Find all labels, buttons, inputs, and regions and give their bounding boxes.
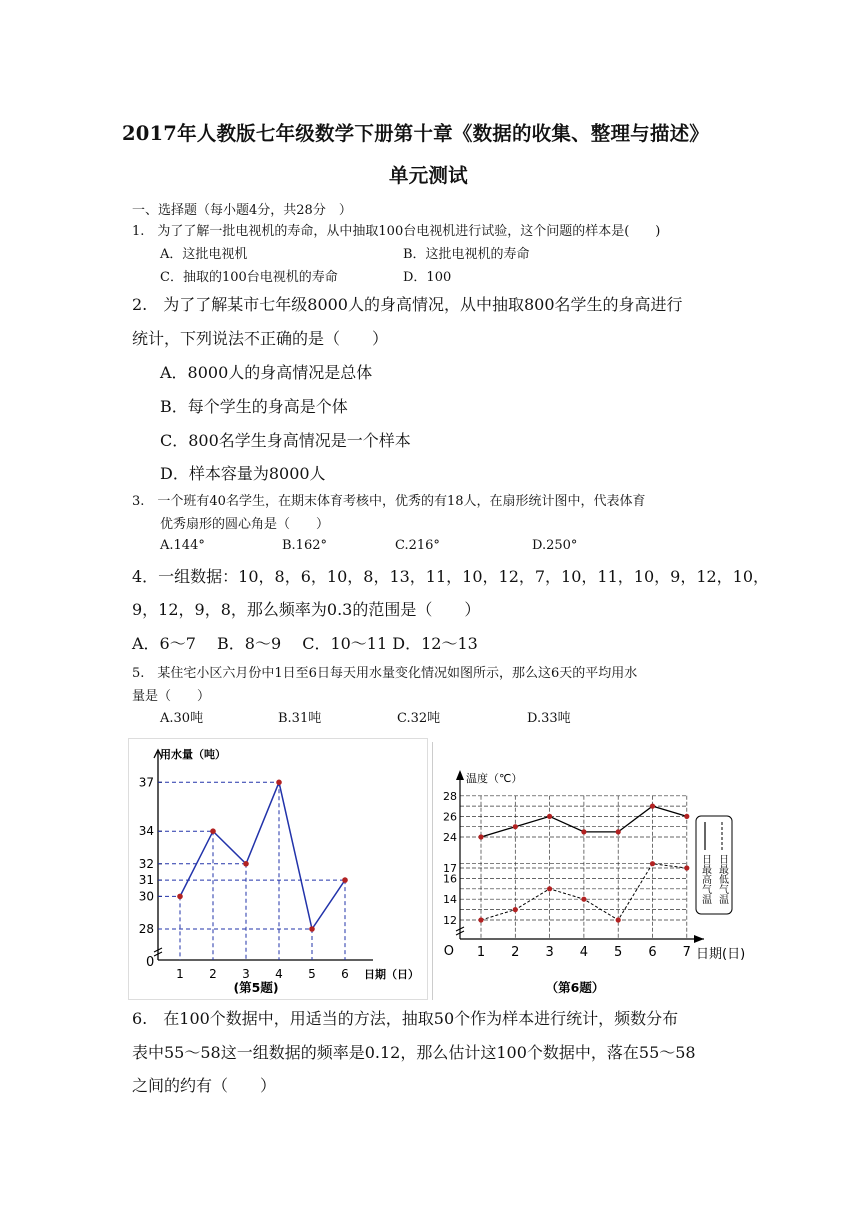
y-tick-label: 30 [138, 889, 154, 904]
q1-option-b: B．这批电视机的寿命 [403, 247, 530, 262]
y-axis-label: 温度（℃） [466, 772, 523, 785]
q2-option-c: C．800名学生身高情况是一个样本 [160, 431, 411, 450]
q5-stem-line1: 5. 某住宅小区六月份中1日至6日每天用水量变化情况如图所示，那么这6天的平均用水 [132, 666, 638, 681]
q5-stem-line2: 量是（ ） [132, 689, 211, 704]
data-point-low [616, 917, 621, 922]
page-subtitle: 单元测试 [389, 164, 468, 187]
data-point-high [513, 824, 518, 829]
data-point-high [616, 829, 621, 834]
x-tick-label: 2 [209, 967, 217, 981]
y-tick-label: 17 [443, 862, 457, 875]
section-heading: 一、选择题（每小题4分，共28分 ） [132, 203, 352, 218]
q1-option-c: C．抽取的100台电视机的寿命 [160, 270, 338, 285]
data-point-high [581, 829, 586, 834]
x-tick-label: 4 [275, 967, 283, 981]
page-title: 2017年人教版七年级数学下册第十章《数据的收集、整理与描述》 [122, 122, 709, 145]
q3-stem-line2: 优秀扇形的圆心角是（ ） [160, 517, 330, 532]
q6-line2: 表中55～58这一组数据的频率是0.12，那么估计这100个数据中，落在55～58 [132, 1043, 696, 1062]
q3-option-a: A.144° [160, 538, 205, 553]
chart-caption: （第6题） [545, 980, 605, 995]
data-point [342, 877, 348, 883]
data-point-low [478, 917, 483, 922]
x-axis-arrow [694, 935, 704, 943]
data-point-low [513, 907, 518, 912]
y-tick-label: 34 [138, 824, 154, 839]
data-point [276, 780, 282, 786]
x-tick-label: 5 [308, 967, 316, 981]
q5-option-a: A.30吨 [160, 711, 204, 726]
data-point-low [684, 865, 689, 870]
y-axis-arrow [456, 770, 464, 780]
q1-stem: 1. 为了了解一批电视机的寿命，从中抽取100台电视机进行试验，这个问题的样本是( ) [132, 224, 661, 239]
chart-q6 [432, 742, 762, 1000]
x-tick-label: 5 [614, 945, 623, 960]
q3-stem-line1: 3. 一个班有40名学生，在期末体育考核中，优秀的有18人，在扇形统计图中，代表体育 [132, 494, 646, 509]
x-tick-label: 7 [682, 945, 691, 960]
data-point-low [547, 886, 552, 891]
y-axis-label: 用水量（吨） [160, 748, 226, 761]
q6-line1: 6. 在100个数据中，用适当的方法，抽取50个作为样本进行统计，频数分布 [132, 1009, 679, 1028]
legend-label-high: 日最高气温 [699, 854, 711, 904]
q6-line3: 之间的约有（ ） [132, 1076, 277, 1095]
q2-stem-line1: 2. 为了了解某市七年级8000人的身高情况，从中抽取800名学生的身高进行 [132, 295, 683, 314]
y-tick-label: 24 [443, 831, 457, 844]
q5-option-c: C.32吨 [397, 711, 441, 726]
data-point-low [650, 861, 655, 866]
y-tick-label: 26 [443, 810, 457, 824]
x-tick-label: 6 [648, 945, 657, 960]
x-axis-label: 日期（日） [364, 968, 419, 981]
q3-option-c: C.216° [395, 538, 440, 553]
y-tick-label: 32 [138, 856, 154, 871]
q1-option-d: D．100 [403, 270, 452, 285]
x-axis-label: 日期(日) [696, 947, 746, 962]
series-line [180, 782, 345, 929]
x-tick-label: 4 [579, 945, 589, 960]
data-point-high [547, 814, 552, 819]
data-point-low [581, 897, 586, 902]
x-tick-label: 6 [341, 967, 349, 981]
origin-label: 0 [146, 955, 155, 970]
x-tick-label: 3 [545, 945, 554, 960]
q2-option-a: A．8000人的身高情况是总体 [160, 363, 373, 382]
data-point [177, 894, 183, 900]
x-tick-label: 2 [511, 945, 520, 960]
y-tick-label: 12 [443, 914, 457, 927]
data-point-high [650, 804, 655, 809]
q2-stem-line2: 统计，下列说法不正确的是（ ） [132, 329, 389, 348]
q4-stem-line1: 4．一组数据：10，8，6，10，8，13，11，10，12，7，10，11，10，9，12，10， [132, 567, 770, 586]
q4-stem-line2: 9，12，9，8，那么频率为0.3的范围是（ ） [132, 600, 481, 619]
data-point [309, 926, 315, 932]
q2-option-d: D．样本容量为8000人 [160, 464, 326, 483]
chart-q5 [128, 738, 428, 1000]
q4-options: A．6～7 B．8～9 C．10～11 D．12～13 [132, 634, 478, 653]
legend-label-low: 日最低气温 [716, 854, 728, 904]
chart-q6-frame [432, 742, 762, 1000]
q5-option-d: D.33吨 [527, 711, 571, 726]
q3-option-d: D.250° [532, 538, 578, 553]
y-tick-label: 28 [138, 922, 154, 936]
x-tick-label: 1 [476, 945, 486, 960]
y-tick-label: 31 [138, 873, 154, 888]
q1-option-a: A．这批电视机 [160, 247, 248, 262]
chart-q5-frame [128, 738, 428, 1000]
data-point-high [684, 814, 689, 819]
x-tick-label: 3 [242, 967, 250, 981]
chart-caption: (第5题) [233, 980, 279, 995]
origin-label: O [443, 944, 454, 959]
y-tick-label: 14 [443, 893, 457, 907]
data-point-high [478, 834, 483, 839]
q2-option-b: B．每个学生的身高是个体 [160, 397, 348, 416]
data-point [210, 828, 216, 834]
y-tick-label: 16 [443, 872, 457, 886]
q5-option-b: B.31吨 [278, 711, 322, 726]
y-tick-label: 28 [443, 789, 457, 803]
q3-option-b: B.162° [282, 538, 327, 553]
data-point [243, 861, 249, 867]
x-tick-label: 1 [176, 967, 184, 981]
y-tick-label: 37 [138, 775, 154, 790]
